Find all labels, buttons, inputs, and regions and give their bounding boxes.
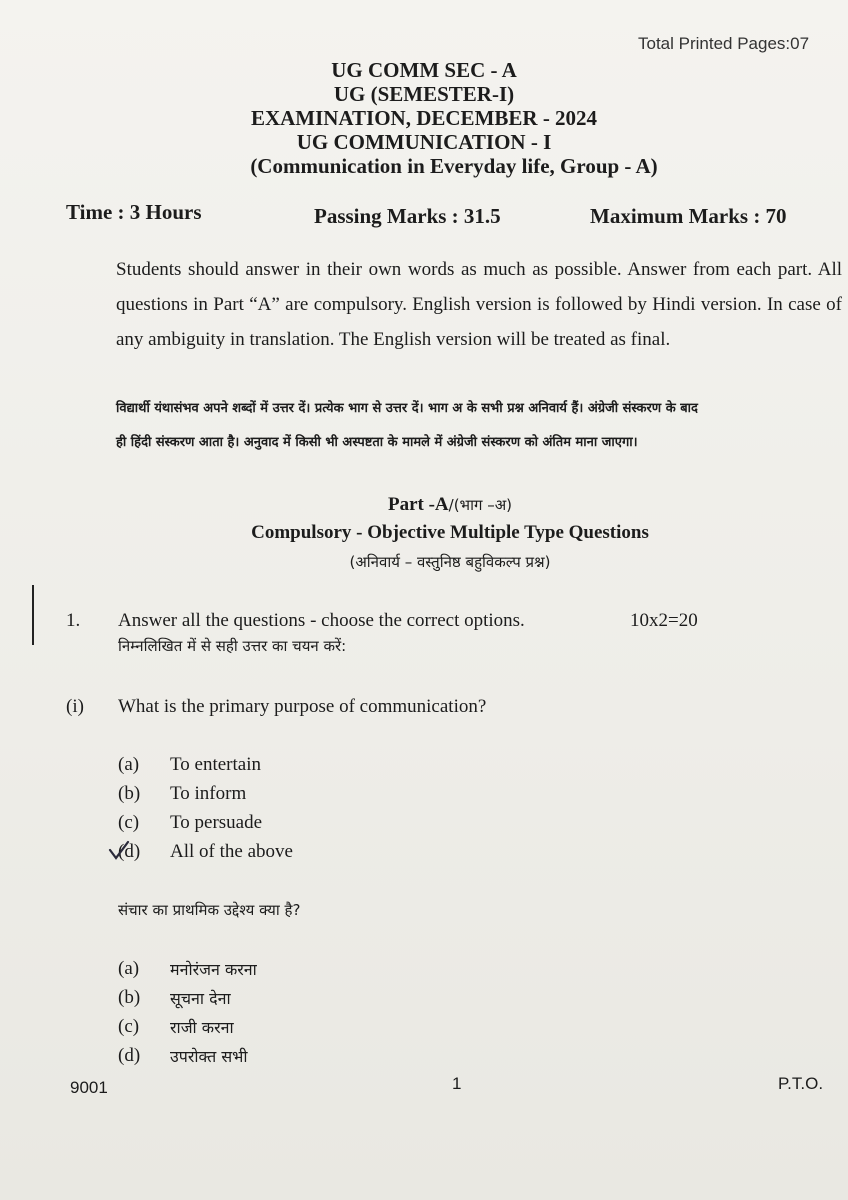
time-allowed: Time : 3 Hours [66,200,202,224]
semester: UG (SEMESTER-I) [333,82,515,106]
option-letter: (d) [118,1045,141,1066]
option-letter: (c) [118,812,140,833]
option-letter: (b) [118,987,141,1008]
option-letter: (c) [118,1016,140,1037]
option-text: राजी करना [170,1018,234,1037]
subquestion-number: (i) [66,696,84,717]
question-hindi: निम्नलिखित में से सही उत्तर का चयन करें: [118,637,347,655]
please-turn-over: P.T.O. [778,1074,824,1093]
option-letter: (d) [118,841,141,862]
passing-marks: Passing Marks : 31.5 [314,204,501,228]
option-letter: (b) [118,783,141,804]
page-number: 1 [452,1074,462,1093]
option-text: सूचना देना [170,989,231,1008]
subquestion-text: What is the primary purpose of communication? [118,696,487,717]
option-letter: (a) [118,958,140,979]
course-code: UG COMM SEC - A [331,58,517,82]
option-text: To persuade [170,812,263,833]
total-printed-pages: Total Printed Pages:07 [638,34,810,53]
margin-mark [32,585,34,645]
maximum-marks: Maximum Marks : 70 [590,204,787,228]
question-number: 1. [66,610,81,631]
part-title: Part -A [387,494,449,515]
instructions-hindi-line2: ही हिंदी संस्करण आता है। अनुवाद में किसी भी अस्पष्टता के मामले में अंग्रेजी संस्करण को अंतिम माना जाएगा। [116,435,638,450]
option-text: To inform [170,783,247,804]
question-text: Answer all the questions - choose the correct options. [118,610,525,631]
part-heading [0,494,848,516]
option-text: All of the above [170,841,293,862]
part-subtitle-hindi: (अनिवार्य – वस्तुनिष्ठ बहुविकल्प प्रश्न) [349,553,551,571]
subject-title: UG COMMUNICATION - I [296,130,552,154]
option-text: मनोरंजन करना [170,960,257,979]
instructions-english: Students should answer in their own words as much as possible. Answer from each part. All questions in Part “A” are compulsory. English version is followed by Hindi version. In case of any ambiguity in translation. The English version will be treated as final. [116,259,842,350]
part-subtitle: Compulsory - Objective Multiple Type Questions [251,522,649,543]
question-marks: 10x2=20 [630,610,698,631]
subquestion-hindi: संचार का प्राथमिक उद्देश्य क्या है? [118,901,301,919]
option-letter: (a) [118,754,140,775]
option-text: उपरोक्त सभी [170,1047,248,1066]
instructions-hindi-line1: विद्यार्थी यंथासंभव अपने शब्दों में उत्तर दें। प्रत्येक भाग से उत्तर दें। भाग अ के सभी प्रश्न अनिवार्य हैं। अंग्रेजी संस्करण के बाद [116,401,698,416]
part-title-hindi: /(भाग –अ) [448,496,513,514]
handwritten-tick-icon [108,838,138,862]
paper-code: 9001 [70,1078,108,1097]
option-text: To entertain [170,754,261,775]
exam-title: EXAMINATION, DECEMBER - 2024 [250,106,598,130]
subject-subtitle: (Communication in Everyday life, Group - A) [250,154,658,178]
